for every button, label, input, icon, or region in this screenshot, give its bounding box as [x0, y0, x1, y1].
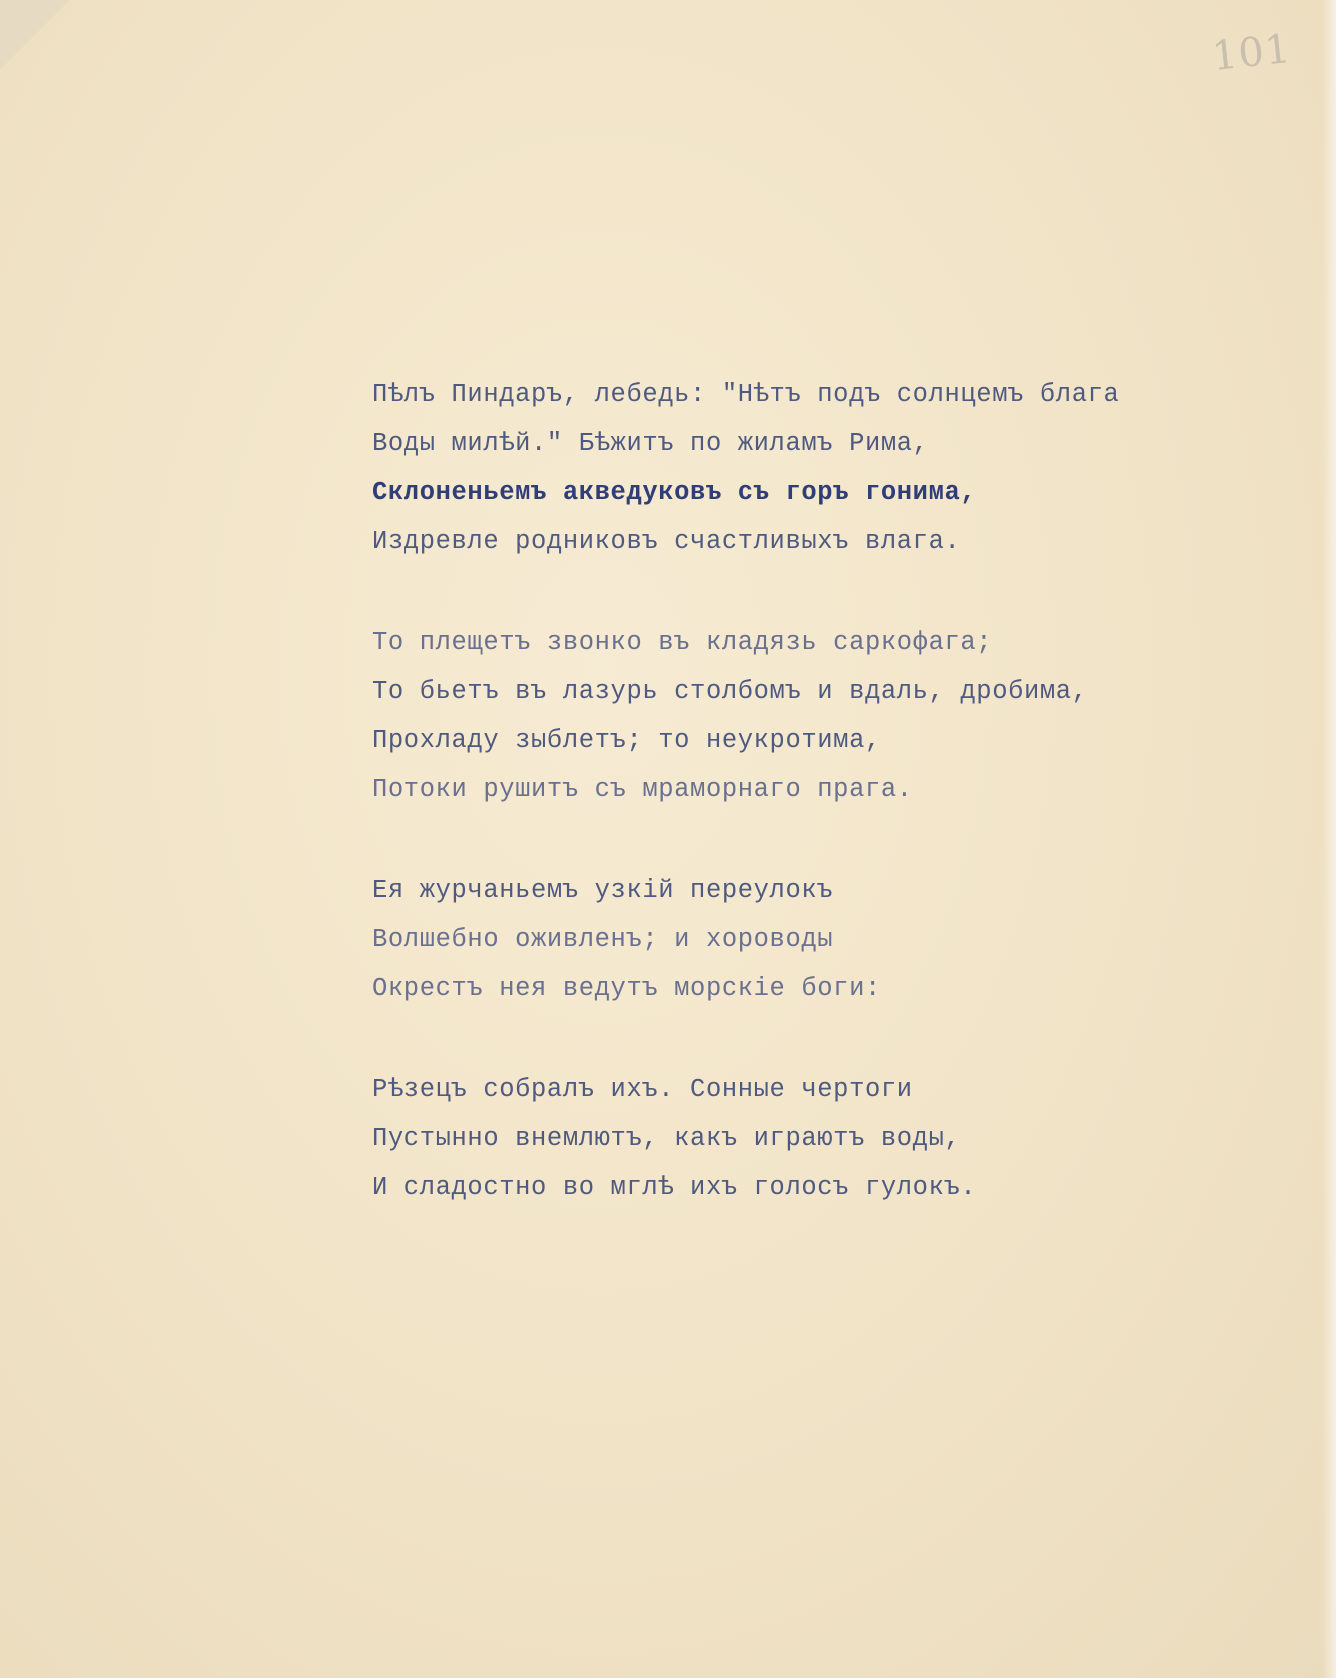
poem-line: То плещетъ звонко въ кладязь саркофага;: [372, 628, 993, 657]
poem-line: Ея журчаньемъ узкій переулокъ: [372, 876, 834, 905]
page-edge: [1322, 0, 1336, 1678]
stanza-4: [372, 1065, 1272, 1212]
poem-line: Издревле родниковъ счастливыхъ влага.: [372, 527, 961, 556]
poem-line: Волшебно оживленъ; и хороводы: [372, 925, 834, 954]
poem-line: Потоки рушитъ съ мраморнаго прага.: [372, 775, 913, 804]
poem: [372, 370, 1272, 1264]
poem-line: Рѣзецъ собралъ ихъ. Сонные чертоги: [372, 1075, 913, 1104]
poem-line: Воды милѣй." Бѣжитъ по жиламъ Рима,: [372, 429, 929, 458]
folded-corner: [0, 0, 70, 70]
stanza-1: [372, 370, 1272, 566]
poem-line: Склоненьемъ акведуковъ съ горъ гонима,: [372, 478, 977, 507]
poem-line: То бьетъ въ лазурь столбомъ и вдаль, дробима,: [372, 677, 1088, 706]
page-number: 101: [1209, 25, 1294, 81]
poem-line: Пустынно внемлютъ, какъ играютъ воды,: [372, 1124, 961, 1153]
poem-line: Прохладу зыблетъ; то неукротима,: [372, 726, 881, 755]
poem-line: Пѣлъ Пиндаръ, лебедь: "Нѣтъ подъ солнцемъ блага: [372, 380, 1120, 409]
poem-line: И сладостно во мглѣ ихъ голосъ гулокъ.: [372, 1173, 977, 1202]
stanza-3: [372, 866, 1272, 1013]
stanza-2: [372, 618, 1272, 814]
poem-line: Окрестъ нея ведутъ морскіе боги:: [372, 974, 881, 1003]
